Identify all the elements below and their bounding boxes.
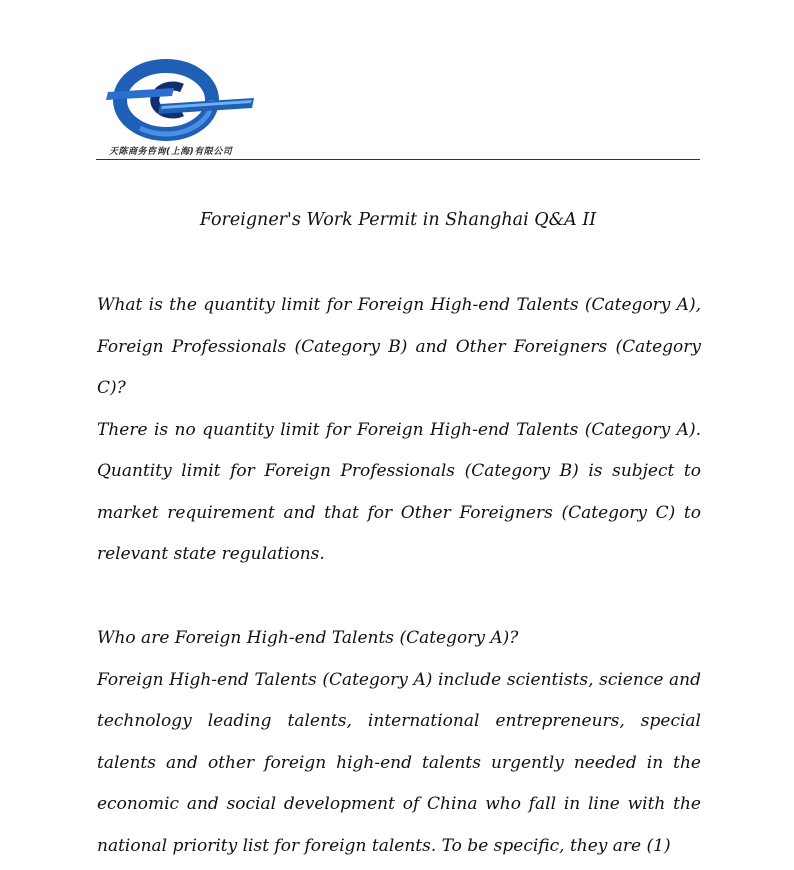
company-name: 天陈商务咨询(上海)有限公司 [109,147,233,157]
qa-section [97,285,701,576]
company-logo [102,58,262,144]
page-header [96,58,700,162]
header-divider [96,159,700,160]
answer-text: Foreign High-end Talents (Category A) include scientists, science and technology leading talents, international entrepreneurs, special talents and other foreign high-end talents urgently needed in the economic and social development of China who fall in line with the national priority list for foreign talents. To be specific, they are (1) [97,669,701,856]
document-title: Foreigner's Work Permit in Shanghai Q&A II [199,210,597,230]
question-text: Who are Foreign High-end Talents (Category A)? [97,628,519,648]
answer-text: There is no quantity limit for Foreign High-end Talents (Category A). Quantity limit for Foreign Professionals (Category B) is subject to market requirement and that for Other Foreigners (Category C) to relevant state regulations. [97,419,701,564]
question-text: What is the quantity limit for Foreign High-end Talents (Category A), Foreign Professionals (Category B) and Other Foreigners (Category C)? [97,295,701,398]
qa-section [97,618,701,867]
